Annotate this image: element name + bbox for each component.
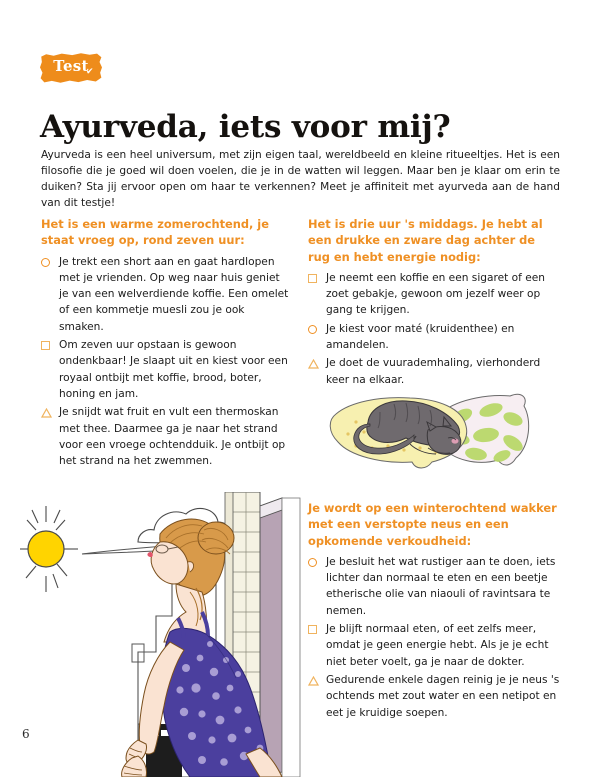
answer-option[interactable]: [308, 355, 560, 388]
answer-option[interactable]: [308, 554, 560, 619]
answer-text: Je doet de vuurademhaling, vierhonderd keer na elkaar.: [326, 357, 541, 386]
answer-option[interactable]: [41, 337, 291, 402]
badge-label: Test: [53, 57, 89, 75]
square-marker-icon: [308, 274, 317, 283]
answer-text: Je blijft normaal eten, of eet zelfs meer, omdat je geen energie hebt. Als je je echt niet beter voelt, ga je naar de dokter.: [326, 623, 549, 668]
answer-option[interactable]: [308, 672, 560, 721]
circle-marker-icon: [308, 558, 317, 567]
page-title: Ayurveda, iets voor mij?: [40, 108, 451, 145]
triangle-marker-icon: [308, 360, 318, 368]
answer-option[interactable]: [41, 404, 291, 469]
section-heading: Je wordt op een winterochtend wakker met een verstopte neus en een opkomende verkoudheid:: [308, 500, 557, 548]
triangle-marker-icon: [41, 409, 51, 417]
section-afternoon: [308, 216, 560, 388]
square-marker-icon: [41, 341, 50, 350]
answer-text: Je snijdt wat fruit en vult een thermoskan met thee. Daarmee ga je naar het strand voor een vroege ochtendduik. Je ontbijt op het strand na het zwemmen.: [59, 406, 286, 468]
check-icon: ✔: [86, 67, 94, 77]
square-marker-icon: [308, 625, 317, 634]
answer-text: Je kiest voor maté (kruidenthee) en amandelen.: [326, 322, 515, 352]
section-heading: Het is drie uur 's middags. Je hebt al een drukke en zware dag achter de rug en hebt energie nodig:: [308, 217, 543, 264]
section-morning: [41, 216, 291, 469]
test-badge: [40, 53, 102, 83]
intro-paragraph: Ayurveda is een heel universum, met zijn eigen taal, wereldbeeld en kleine ritueeltjes. Het is een filosofie die je goed wil doen voelen, die je in de watten wil leggen. Maar ben je klaar om erin te duiken? Sta jij ervoor open om haar te verkennen? Meet je affiniteit met ayurveda aan de hand van dit testje!: [41, 148, 560, 210]
triangle-marker-icon: [308, 677, 318, 685]
section-heading: Het is een warme zomerochtend, je staat vroeg op, rond zeven uur:: [41, 217, 269, 248]
answer-option[interactable]: [308, 321, 560, 354]
cat-on-cushions-illustration: [310, 386, 568, 482]
answer-list: [41, 254, 291, 470]
circle-marker-icon: [41, 258, 50, 267]
answer-option[interactable]: [41, 254, 291, 335]
answer-option[interactable]: [308, 270, 560, 319]
answer-option[interactable]: [308, 621, 560, 670]
answer-list: [308, 554, 560, 721]
answer-text: Je neemt een koffie en een sigaret of een zoet gebakje, gewoon om jezelf weer op gang te krijgen.: [326, 271, 545, 317]
section-winter: [308, 500, 560, 721]
answer-text: Je besluit het wat rustiger aan te doen, iets lichter dan normaal te eten en een beetje etherische olie van niaouli of ravintsara te nemen.: [326, 555, 556, 617]
answer-text: Om zeven uur opstaan is gewoon ondenkbaar! Je slaapt uit en kiest voor een royaal ontbijt met koffie, brood, boter, honing en jam.: [59, 339, 288, 400]
answer-text: Gedurende enkele dagen reinig je je neus 's ochtends met zout water en een netipot en eet je kruidige soepen.: [326, 673, 560, 719]
page-number: 6: [22, 727, 30, 741]
woman-on-balcony-illustration: [20, 492, 302, 777]
circle-marker-icon: [308, 325, 317, 334]
answer-list: [308, 270, 560, 388]
answer-text: Je trekt een short aan en gaat hardlopen met je vrienden. Op weg naar huis geniet je van een welverdiende koffie. Een omelet of een kommetje muesli zou je ook smaken.: [59, 255, 289, 333]
left-column: [41, 216, 291, 471]
